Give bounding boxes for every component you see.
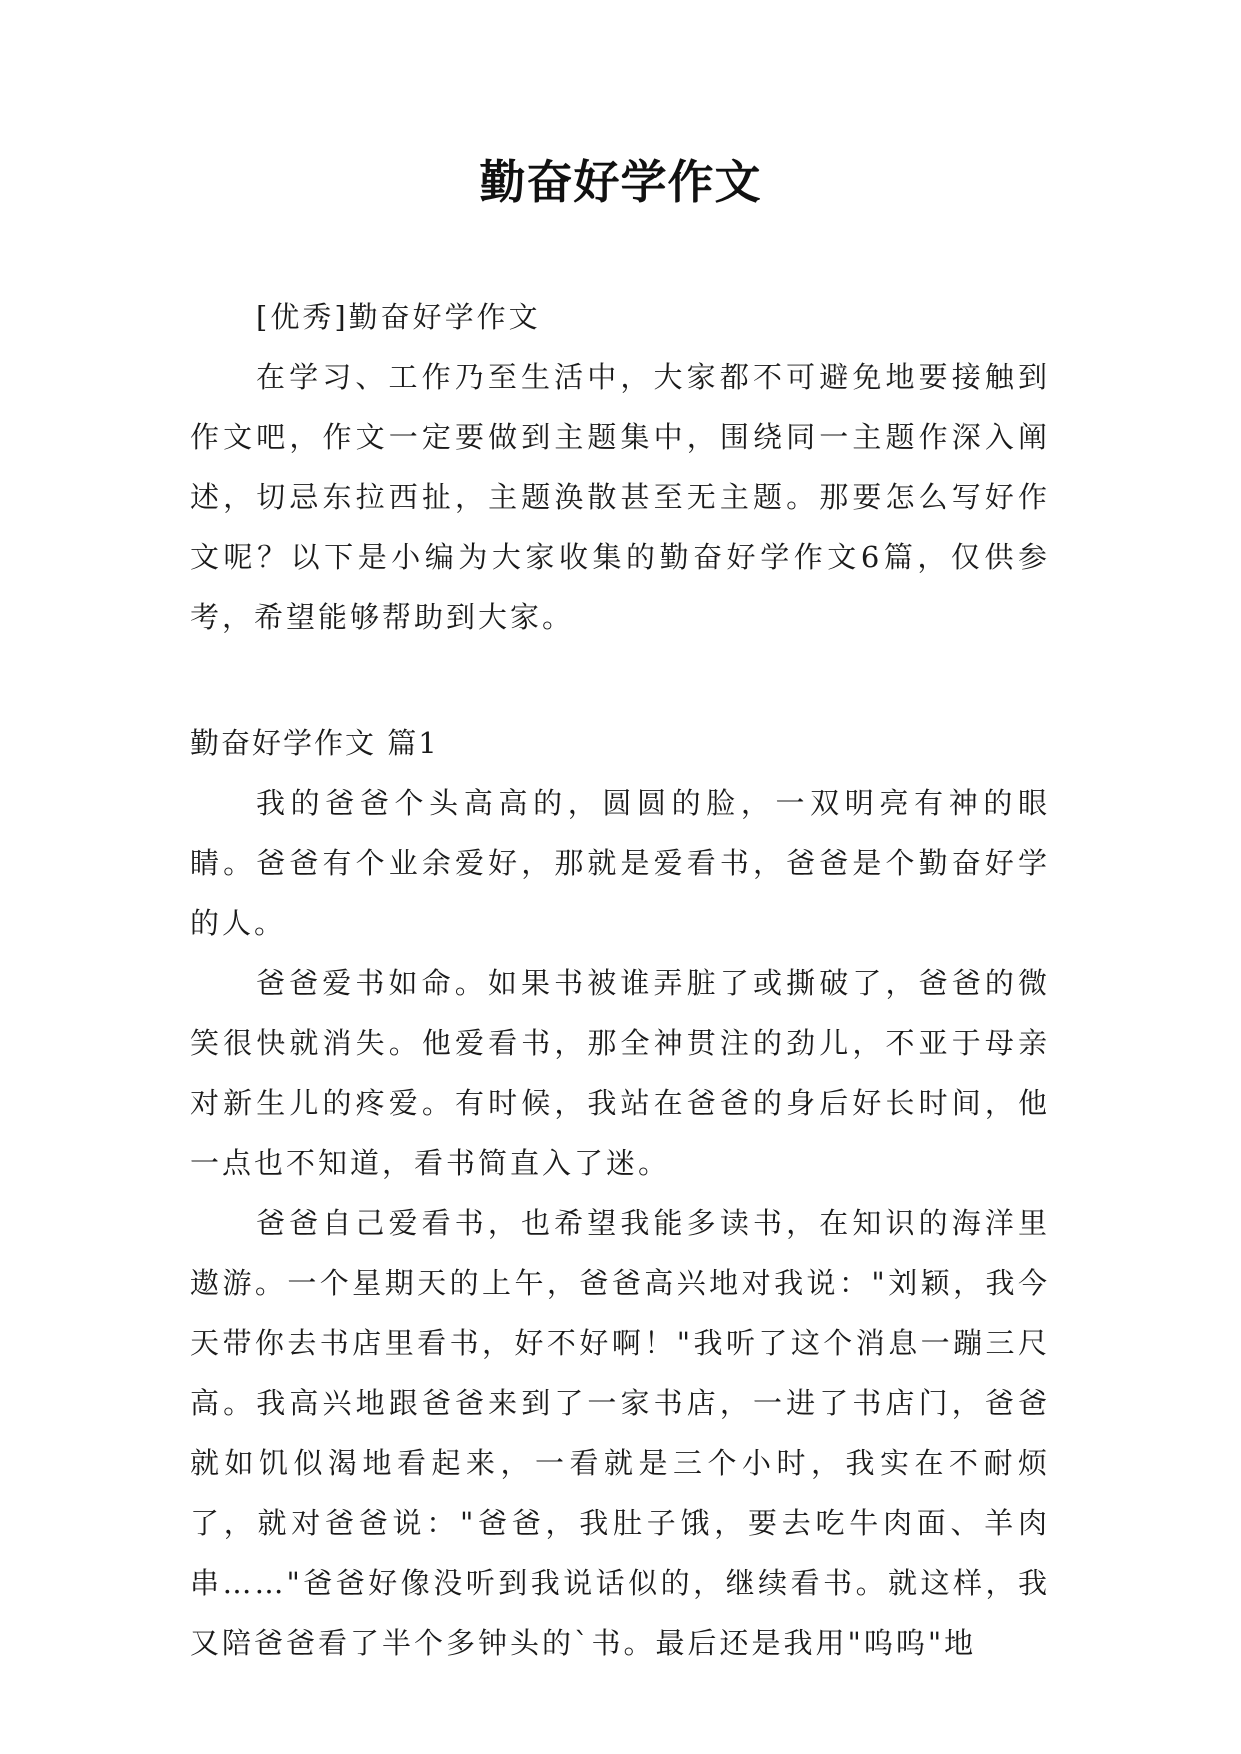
intro-label: [优秀]勤奋好学作文 [256,300,541,334]
body-paragraph-3: 爸爸自己爱看书，也希望我能多读书，在知识的海洋里遨游。一个星期天的上午，爸爸高兴地对我说："刘颖，我今天带你去书店里看书，好不好啊！"我听了这个消息一蹦三尺高。我高兴地跟爸爸来到了一家书店，一进了书店门，爸爸就如饥似渴地看起来，一看就是三个小时，我实在不耐烦了，就对爸爸说："爸爸，我肚子饿，要去吃牛肉面、羊肉串……"爸爸好像没听到我说话似的，继续看书。就这样，我又陪爸爸看了半个多钟头的`书。最后还是我用"呜呜"地 [190,1206,1050,1660]
document-title: 勤奋好学作文 [479,155,762,209]
body-paragraph-1: 我的爸爸个头高高的，圆圆的脸，一双明亮有神的眼睛。爸爸有个业余爱好，那就是爱看书，爸爸是个勤奋好学的人。 [190,786,1050,940]
intro-paragraph: 在学习、工作乃至生活中，大家都不可避免地要接触到作文吧，作文一定要做到主题集中，围绕同一主题作深入阐述，切忌东拉西扯，主题涣散甚至无主题。那要怎么写好作文呢？以下是小编为大家收集的勤奋好学作文6篇，仅供参考，希望能够帮助到大家。 [190,360,1050,634]
section-heading: 勤奋好学作文 篇1 [190,726,439,760]
section-spacer [190,647,1050,713]
document-body [190,287,1050,1673]
body-paragraph-2: 爸爸爱书如命。如果书被谁弄脏了或撕破了，爸爸的微笑很快就消失。他爱看书，那全神贯注的劲儿，不亚于母亲对新生儿的疼爱。有时候，我站在爸爸的身后好长时间，他一点也不知道，看书简直入了迷。 [190,966,1050,1180]
